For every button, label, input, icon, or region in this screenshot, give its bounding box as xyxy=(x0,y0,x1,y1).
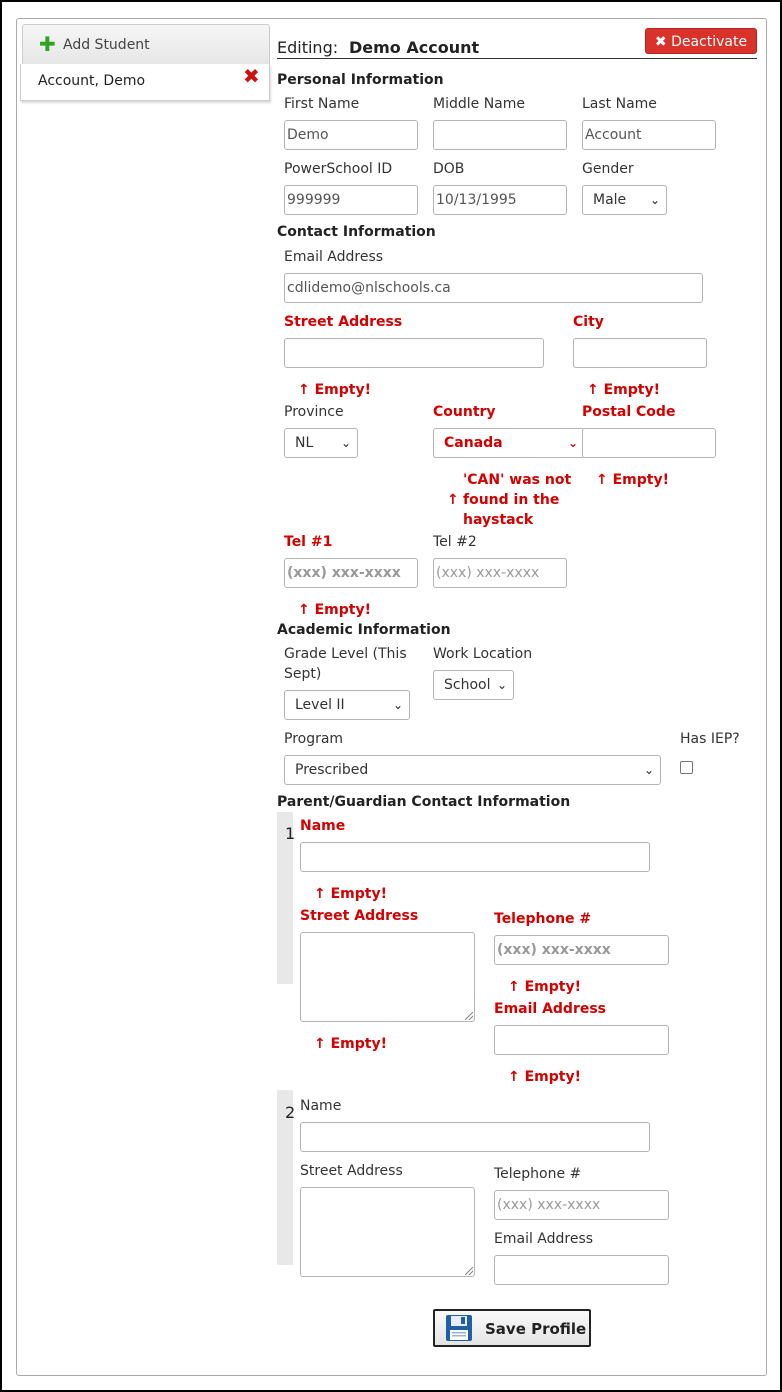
guardian-2-name-label: Name xyxy=(300,1098,342,1114)
last-name-input[interactable]: Account xyxy=(582,120,716,150)
country-error-line-1: 'CAN' was not xyxy=(463,472,572,488)
tel1-input[interactable] xyxy=(284,558,418,588)
province-value: NL xyxy=(295,435,314,451)
tel1-placeholder: (xxx) xxx-xxxx xyxy=(287,565,401,581)
first-name-label: First Name xyxy=(284,96,360,112)
guardian-1-name-error: ↑ Empty! xyxy=(314,886,387,902)
country-error-line-3: haystack xyxy=(463,512,534,528)
dob-label: DOB xyxy=(433,161,465,177)
tel2-placeholder: (xxx) xxx-xxxx xyxy=(436,565,540,581)
province-label: Province xyxy=(284,404,344,420)
first-name-input[interactable]: Demo xyxy=(284,120,418,150)
country-error-line-2: found in the xyxy=(463,492,560,508)
section-contact-title: Contact Information xyxy=(277,224,436,240)
street-address-input[interactable] xyxy=(284,338,544,368)
guardian-2-index: 2 xyxy=(285,1103,296,1122)
guardian-1-tel-input[interactable] xyxy=(494,935,669,965)
guardian-1-tel-error: ↑ Empty! xyxy=(508,979,581,995)
tel2-input[interactable] xyxy=(433,558,567,588)
dob-input[interactable]: 10/13/1995 xyxy=(433,185,567,215)
tel2-label: Tel #2 xyxy=(433,534,477,550)
guardian-1-street-error: ↑ Empty! xyxy=(314,1036,387,1052)
program-label: Program xyxy=(284,731,344,747)
gender-label: Gender xyxy=(582,161,634,177)
powerschool-id-label: PowerSchool ID xyxy=(284,161,393,177)
guardian-1-email-input[interactable] xyxy=(494,1025,669,1055)
gender-value: Male xyxy=(593,192,627,208)
province-select[interactable] xyxy=(284,428,358,458)
guardian-1-street-label: Street Address xyxy=(300,908,419,924)
plus-icon: ✚ xyxy=(39,32,56,56)
city-input[interactable] xyxy=(573,338,707,368)
deactivate-button[interactable] xyxy=(645,28,757,54)
guardian-2-tel-placeholder: (xxx) xxx-xxxx xyxy=(497,1197,601,1213)
tel1-error: ↑ Empty! xyxy=(298,602,371,618)
editing-label: Editing: xyxy=(277,38,339,57)
guardian-1-name-label: Name xyxy=(300,818,346,834)
chevron-down-icon: ⌄ xyxy=(392,698,403,712)
country-value: Canada xyxy=(444,435,503,451)
email-input[interactable]: cdlidemo@nlschools.ca xyxy=(284,273,703,303)
guardian-2-street-textarea[interactable] xyxy=(300,1187,475,1277)
powerschool-id-input[interactable]: 999999 xyxy=(284,185,418,215)
guardian-1-tel-placeholder: (xxx) xxx-xxxx xyxy=(497,942,611,958)
chevron-down-icon: ⌄ xyxy=(567,436,578,450)
add-student-label: Add Student xyxy=(63,37,150,53)
header-divider xyxy=(277,58,757,59)
last-name-label: Last Name xyxy=(582,96,657,112)
save-profile-button[interactable] xyxy=(433,1309,591,1347)
chevron-down-icon: ⌄ xyxy=(643,763,654,777)
resize-grip-icon[interactable] xyxy=(465,1267,473,1275)
country-error-arrow: ↑ xyxy=(447,492,459,508)
guardian-1-tel-label: Telephone # xyxy=(494,911,592,927)
editing-name: Demo Account xyxy=(349,38,480,57)
close-icon: ✖ xyxy=(654,34,667,50)
work-location-label: Work Location xyxy=(433,646,533,662)
guardian-2-tel-label: Telephone # xyxy=(494,1166,582,1182)
street-address-error: ↑ Empty! xyxy=(298,382,371,398)
program-value: Prescribed xyxy=(295,762,369,778)
gender-select[interactable] xyxy=(582,185,667,215)
country-label: Country xyxy=(433,404,496,420)
work-location-select[interactable] xyxy=(433,670,514,700)
postal-code-error: ↑ Empty! xyxy=(596,472,669,488)
middle-name-input[interactable] xyxy=(433,120,567,150)
middle-name-label: Middle Name xyxy=(433,96,525,112)
sidebar-item-student[interactable] xyxy=(20,64,270,101)
country-select[interactable] xyxy=(433,428,585,458)
city-label: City xyxy=(573,314,604,330)
email-label: Email Address xyxy=(284,249,384,265)
postal-code-input[interactable] xyxy=(582,428,716,458)
chevron-down-icon: ⌄ xyxy=(496,678,507,692)
save-profile-label: Save Profile xyxy=(485,1320,587,1338)
resize-grip-icon[interactable] xyxy=(465,1012,473,1020)
guardian-2-email-input[interactable] xyxy=(494,1255,669,1285)
student-name: Account, Demo xyxy=(38,73,146,89)
has-iep-checkbox[interactable] xyxy=(680,761,693,774)
city-error: ↑ Empty! xyxy=(587,382,660,398)
work-location-value: School xyxy=(444,677,491,693)
section-personal-title: Personal Information xyxy=(277,72,444,88)
remove-student-icon[interactable]: ✖ xyxy=(243,64,260,88)
grade-level-select[interactable] xyxy=(284,690,410,720)
floppy-disk-icon xyxy=(445,1314,473,1342)
chevron-down-icon: ⌄ xyxy=(340,436,351,450)
guardian-1-email-error: ↑ Empty! xyxy=(508,1069,581,1085)
deactivate-label: Deactivate xyxy=(671,34,748,50)
guardian-2-street-label: Street Address xyxy=(300,1163,403,1179)
guardian-1-index: 1 xyxy=(285,824,296,843)
postal-code-label: Postal Code xyxy=(582,404,676,420)
street-address-label: Street Address xyxy=(284,314,403,330)
chevron-down-icon: ⌄ xyxy=(649,193,660,207)
guardian-1-email-label: Email Address xyxy=(494,1001,607,1017)
guardian-1-street-textarea[interactable] xyxy=(300,932,475,1022)
guardian-2-name-input[interactable] xyxy=(300,1122,650,1152)
guardian-2-tel-input[interactable] xyxy=(494,1190,669,1220)
section-guardian-title: Parent/Guardian Contact Information xyxy=(277,794,571,810)
grade-level-label-line-1: Grade Level (This xyxy=(284,646,407,662)
grade-level-label-line-2: Sept) xyxy=(284,666,322,682)
section-academic-title: Academic Information xyxy=(277,622,451,638)
tel1-label: Tel #1 xyxy=(284,534,333,550)
grade-level-value: Level II xyxy=(295,697,345,713)
program-select[interactable] xyxy=(284,755,661,785)
has-iep-label: Has IEP? xyxy=(680,731,740,747)
add-student-button[interactable] xyxy=(22,24,270,65)
guardian-2-email-label: Email Address xyxy=(494,1231,594,1247)
guardian-1-name-input[interactable] xyxy=(300,842,650,872)
